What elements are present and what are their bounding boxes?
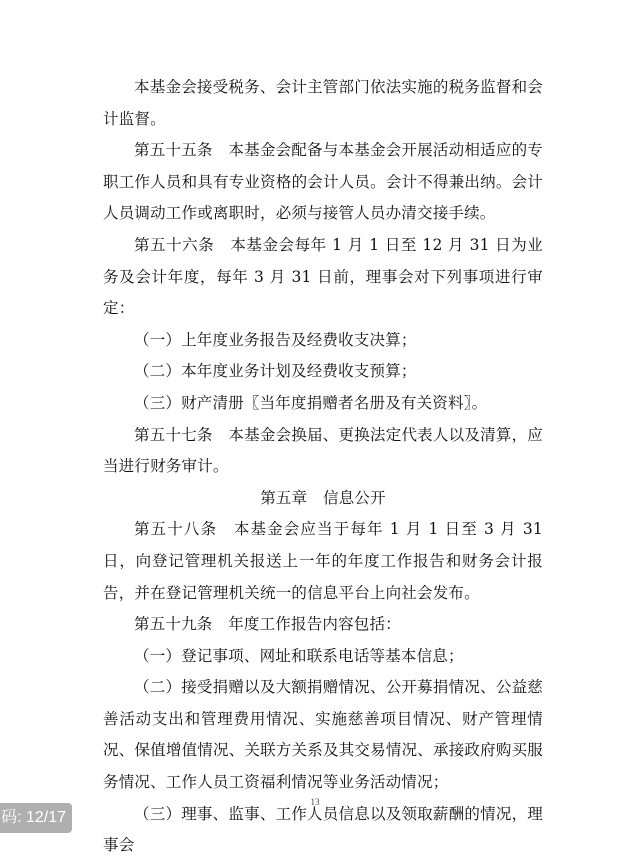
report-item-1: （一）登记事项、网址和联系电话等基本信息； [134,646,464,665]
report-item-3: （三）理事、监事、工作人员信息以及领取薪酬的情况，理事会 [103,804,543,855]
article-58: 第五十八条 本基金会应当于每年 1 月 1 日至 3 月 31 日，向登记管理机关报送上一年的年度工作报告和财务会计报告，并在登记管理机关统一的信息平台上向社会发布。 [103,520,543,602]
report-item-2: （二）接受捐赠以及大额捐赠情况、公开募捐情况、公益慈善活动支出和管理费用情况、实施慈善项目情况、财产管理情况、保值增值情况、关联方关系及其交易情况、承接政府购买服务情况、工作人员工资福利情况等业务活动情况； [103,678,543,792]
chapter-heading: 第五章 信息公开 [260,488,386,507]
page-indicator[interactable]: 码: 12/17 [0,803,72,833]
list-item-1: （一）上年度业务报告及经费收支决算； [134,330,417,349]
article-55: 第五十五条 本基金会配备与本基金会开展活动相适应的专职工作人员和具有专业资格的会计人员。会计不得兼出纳。会计人员调动工作或离职时，必须与接管人员办清交接手续。 [103,141,543,223]
article-56: 第五十六条 本基金会每年 1 月 1 日至 12 月 31 日为业务及会计年度，每年 3 月 31 日前，理事会对下列事项进行审定： [103,235,543,318]
paragraph-tax-supervision: 本基金会接受税务、会计主管部门依法实施的税务监督和会计监督。 [103,78,543,128]
list-item-3: （三）财产清册〖当年度捐赠者名册及有关资料〗。 [134,393,488,412]
page-number: 13 [310,797,320,807]
article-57: 第五十七条 本基金会换届、更换法定代表人以及清算，应当进行财务审计。 [103,425,543,476]
list-item-2: （二）本年度业务计划及经费收支预算； [134,362,417,381]
page-body [103,72,543,862]
article-59: 第五十九条 年度工作报告内容包括： [134,615,401,634]
